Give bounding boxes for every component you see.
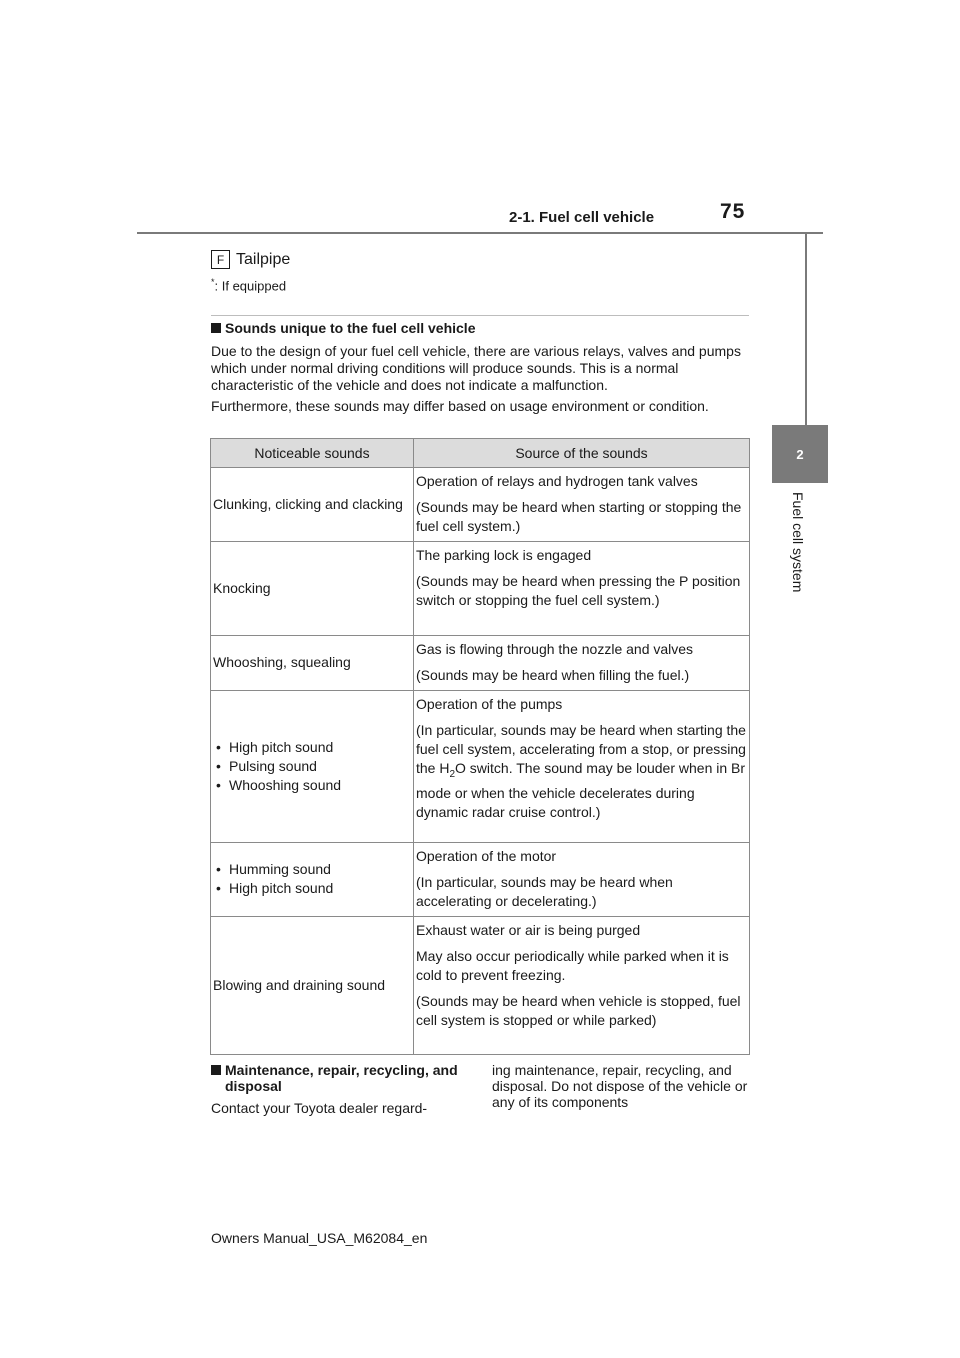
sound-bullet: • Humming sound [213, 860, 411, 879]
sound-cell: Blowing and draining sound [211, 917, 414, 1055]
chapter-tab: 2 [772, 425, 828, 483]
source-line: (Sounds may be heard when starting or stopping the fuel cell system.) [416, 499, 742, 534]
footnote-text: : If equipped [214, 278, 287, 294]
sound-cell: Whooshing, squealing [211, 636, 414, 691]
section-heading-sounds [211, 320, 475, 336]
paragraph-furthermore: Furthermore, these sounds may differ based on usage environment or condition. [211, 398, 709, 414]
table-row [211, 636, 750, 691]
table-row [211, 691, 750, 843]
source-line: (In particular, sounds may be heard when accelerating or decelerating.) [416, 874, 673, 909]
square-bullet-icon [211, 323, 221, 333]
sounds-table [210, 438, 750, 1055]
source-line: (Sounds may be heard when filling the fuel.) [416, 667, 690, 683]
table-row [211, 468, 750, 542]
source-line: Operation of the motor [416, 848, 557, 864]
paragraph-contact: Contact your Toyota dealer regard- [211, 1100, 428, 1116]
sound-cell: Clunking, clicking and clacking [211, 468, 414, 542]
chapter-side-bar [805, 233, 807, 425]
table-row [211, 542, 750, 636]
source-line: (Sounds may be heard when vehicle is stopped, fuel cell system is stopped or while parked) [416, 993, 741, 1028]
table-header-cell: Source of the sounds [414, 439, 750, 468]
source-line: Exhaust water or air is being purged [416, 922, 641, 938]
table-row [211, 843, 750, 917]
source-cell [414, 468, 750, 542]
sound-cell [211, 843, 414, 917]
source-line: May also occur periodically while parked when it is cold to prevent freezing. [416, 948, 729, 983]
source-line: Operation of relays and hydrogen tank valves [416, 473, 698, 489]
source-cell [414, 917, 750, 1055]
table-header-row [211, 439, 750, 468]
source-cell [414, 843, 750, 917]
sound-bullet: • High pitch sound [213, 879, 411, 898]
bottom-right-column: ing maintenance, repair, recycling, and disposal. Do not dispose of the vehicle or any of its components [492, 1062, 748, 1110]
section-heading-text: Maintenance, repair, recycling, and disposal [225, 1062, 458, 1094]
section-divider [211, 315, 749, 316]
table-row [211, 917, 750, 1055]
source-text-after: O switch. The sound may be louder when in Br mode or when the vehicle decelerates during dynamic radar cruise control.) [416, 760, 746, 820]
page-number: 75 [720, 200, 746, 223]
source-text-before: (In particular, sounds may be heard when starting the fuel cell system, accelerating from a stop, or pressing the H [416, 722, 746, 776]
section-heading-text: Sounds unique to the fuel cell vehicle [225, 320, 476, 336]
section-heading-maintenance [211, 1062, 473, 1094]
footnote [211, 277, 286, 293]
callout-badge: F [211, 250, 230, 269]
table-header-cell: Noticeable sounds [211, 439, 414, 468]
footer-text: Owners Manual_USA_M62084_en [211, 1230, 428, 1246]
source-line [416, 721, 747, 822]
subscript-2: 2 [449, 768, 456, 780]
sound-bullet: • Pulsing sound [213, 757, 411, 776]
sound-bullet: • High pitch sound [213, 738, 411, 757]
chapter-label: Fuel cell system [790, 492, 806, 593]
source-line: (Sounds may be heard when pressing the P position switch or stopping the fuel cell system.) [416, 573, 741, 608]
footnote-mark: * [211, 277, 215, 287]
square-bullet-icon [211, 1065, 221, 1075]
bottom-left-column [211, 1062, 473, 1116]
paragraph-design: Due to the design of your fuel cell vehicle, there are various relays, valves and pumps which under normal driving conditions will produce sounds. This is a normal characteristic of the vehicle and does not indicate a malfunction. [211, 343, 741, 393]
header-rule [137, 232, 823, 234]
source-line: Operation of the pumps [416, 696, 563, 712]
sound-cell [211, 691, 414, 843]
source-cell [414, 542, 750, 636]
source-line: The parking lock is engaged [416, 547, 592, 563]
header-section-title: 2-1. Fuel cell vehicle [509, 209, 655, 226]
source-line: Gas is flowing through the nozzle and valves [416, 641, 694, 657]
sound-cell: Knocking [211, 542, 414, 636]
source-cell [414, 691, 750, 843]
sound-bullet: • Whooshing sound [213, 776, 411, 795]
callout-text: Tailpipe [236, 250, 291, 268]
callout-tailpipe [211, 250, 290, 269]
source-cell [414, 636, 750, 691]
